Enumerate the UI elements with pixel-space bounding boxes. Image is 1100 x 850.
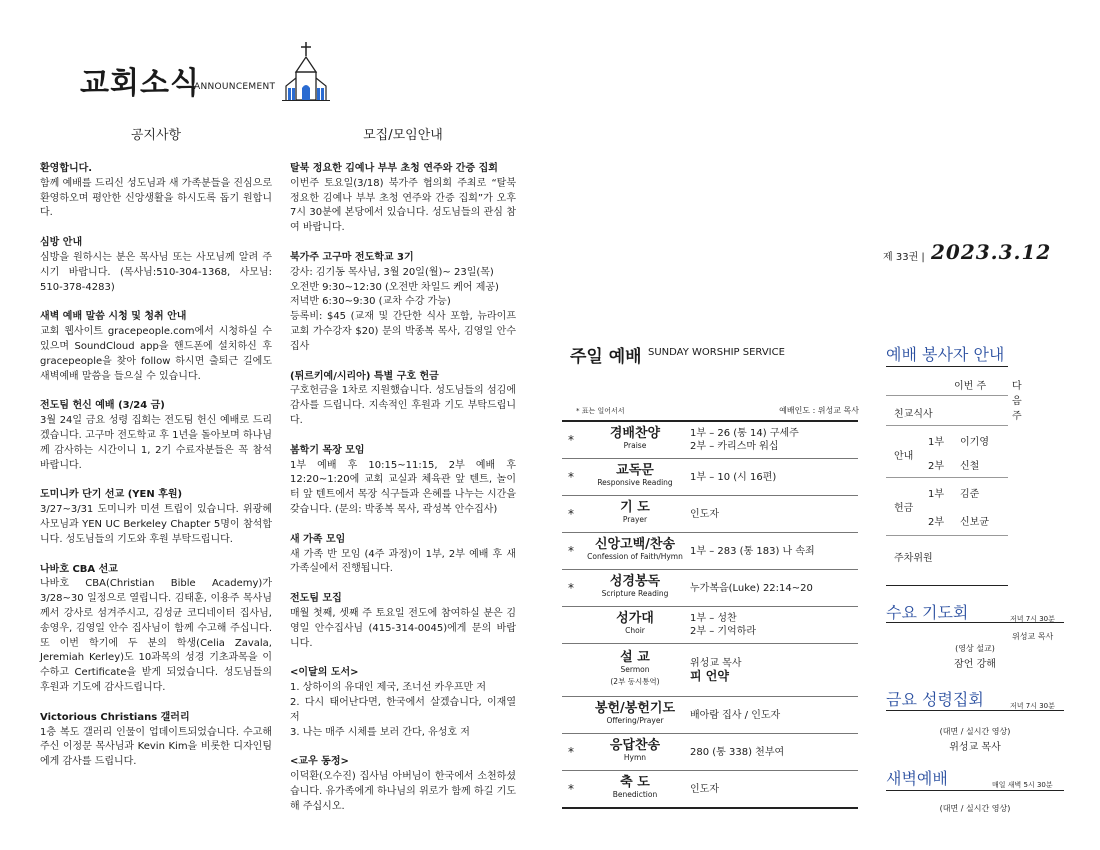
worship-row (562, 607, 858, 644)
gathering-item (290, 162, 516, 236)
standing-mark: * (568, 745, 574, 759)
item-english: Sermon (620, 665, 650, 674)
wednesday-title: 수요 기도회 (886, 603, 969, 622)
worship-item-name (580, 703, 690, 727)
worship-row (562, 496, 858, 533)
notice-body: 함께 예배를 드리신 성도님과 새 가족분들을 진심으로 환영하오며 평안한 신앙생활을 하시도록 돕기 원합니다. (40, 177, 272, 219)
friday-note: (대면 / 실시간 영상) (939, 727, 1011, 736)
item-english: Hymn (623, 753, 647, 762)
worship-item-content (690, 427, 858, 453)
guide-label: 안내 (894, 451, 914, 462)
item-korean: 성가대 (616, 611, 654, 626)
hospitality-label: 친교식사 (894, 409, 933, 420)
notice-title: 새벽 예배 말씀 시청 및 청취 안내 (40, 311, 187, 323)
gathering-item (290, 666, 516, 740)
notice-title: 도미니카 단기 선교 (YEN 후원) (40, 489, 183, 501)
worship-note: * 표는 일어서서 (576, 407, 625, 415)
gathering-title: <이달의 도서> (290, 667, 359, 679)
item-english: Scripture Reading (601, 589, 669, 598)
wednesday-preacher: 잠언 강해 (954, 659, 996, 670)
offering-first-name: 김준 (960, 489, 980, 500)
worship-item-name (580, 777, 690, 801)
notice-body: 3/27~3/31 도미니카 미션 트립이 있습니다. 위광혜 사모님과 YEN UC Berkeley Chapter 5명이 참석합니다. 성도님들의 기도와 후원 부탁드립니다. (40, 504, 272, 545)
item-korean: 신앙고백/찬송 (594, 537, 676, 552)
item-english: Confession of Faith/Hymn (587, 552, 683, 561)
worship-item-content (690, 783, 858, 796)
worship-item-name (580, 740, 690, 764)
guide-second-name: 신철 (960, 461, 980, 472)
content-line: 1부 – 성찬 (690, 613, 737, 624)
content-line: 1부 – 283 (통 183) 나 속죄 (690, 545, 815, 557)
guide-first-name: 이기영 (960, 437, 989, 448)
this-week-label: 이번 주 (954, 381, 987, 392)
guide-second-service: 2부 (928, 461, 945, 472)
gathering-item (290, 592, 516, 651)
gathering-item (290, 444, 516, 518)
row-divider (886, 477, 1008, 478)
item-english: Responsive Reading (597, 478, 673, 487)
gathering-title: <교우 동정> (290, 756, 349, 768)
gathering-body: 1부 예배 후 10:15~11:15, 2부 예배 후 12:20~1:20에 교회 교실과 체육관 앞 텐트, 놀이터 앞 텐트에서 목장 식구들과 은혜를 나누는 시간을 갖습니다. (문의: 박종복 목사, 곽성복 안수집사) (290, 459, 516, 515)
worship-row (562, 459, 858, 496)
worship-row (562, 533, 858, 570)
item-note: (2부 동시통역) (610, 677, 660, 686)
gathering-title: 전도팀 모집 (290, 593, 342, 605)
worship-subtitle: SUNDAY WORSHIP SERVICE (648, 347, 785, 358)
worship-item-name (580, 539, 690, 563)
dawn-note: (대면 / 실시간 영상) (939, 804, 1011, 813)
gathering-item (290, 370, 516, 429)
item-english: Offering/Prayer (606, 716, 664, 725)
item-korean: 기 도 (620, 500, 650, 515)
volunteers-table (886, 366, 1022, 586)
worship-item-name (580, 652, 690, 688)
worship-item-content (690, 709, 858, 722)
gathering-item (290, 251, 516, 355)
worship-item-name (580, 465, 690, 489)
notice-item (40, 162, 272, 221)
offering-label: 헌금 (894, 503, 914, 514)
gathering-title: 봄학기 목장 모임 (290, 444, 365, 456)
notice-body: 3월 24일 금요 성령 집회는 전도팀 헌신 예배로 드리겠습니다. 고구마 전도학교 후 1년을 돌아보며 하나님께 감사하는 시간이니 1, 2기 수료자분들은 꼭 참석 바랍니다. (40, 415, 272, 471)
worship-row (562, 644, 858, 697)
offering-second-service: 2부 (928, 517, 945, 528)
item-korean: 교독문 (616, 463, 654, 478)
content-line: 인도자 (690, 783, 719, 795)
notice-item (40, 563, 272, 696)
notice-item (40, 236, 272, 295)
gathering-title: (튀르키예/시리아) 특별 구호 헌금 (290, 370, 439, 382)
worship-row (562, 570, 858, 607)
church-icon (282, 42, 330, 102)
dawn-time: 매일 새벽 5시 30분 (992, 781, 1053, 789)
worship-item-content (690, 582, 858, 595)
row-divider (886, 535, 1008, 536)
gathering-body: 강사: 김기동 목사님, 3월 20일(월)~ 23일(목) 오전반 9:30~12:30 (오전반 차일드 케어 제공) 저녁반 6:30~9:30 (교차 수강 가능) 등록비: $45 (교재 및 간단한 식사 포함, 뉴라이프 교회 가수강자 $20) 문의 박종복 목사, 김영일 안수집사 (290, 266, 516, 352)
content-line: 2부 – 카리스마 워십 (690, 441, 779, 452)
worship-row (562, 771, 858, 807)
friday-time: 저녁 7시 30분 (1010, 702, 1055, 710)
notice-title: 나바호 CBA 선교 (40, 563, 118, 575)
gathering-body: 구호헌금을 1차로 지원했습니다. 성도님들의 섬김에 감사를 드립니다. 지속적인 후원과 기도 부탁드립니다. (290, 385, 516, 426)
gathering-body: 새 가족 반 모임 (4주 과정)이 1부, 2부 예배 후 새 가족실에서 진행됩니다. (290, 548, 516, 575)
gathering-item (290, 533, 516, 577)
worship-item-name (580, 428, 690, 452)
notice-item (40, 711, 272, 770)
worship-leader: 예배인도 : 위성교 목사 (779, 406, 859, 415)
row-divider (886, 395, 1008, 396)
worship-row (562, 422, 858, 459)
gatherings-heading: 모집/모임안내 (363, 128, 443, 143)
notices-list (40, 162, 272, 785)
row-divider (886, 425, 1008, 426)
guide-first-service: 1부 (928, 437, 945, 448)
volunteers-title: 예배 봉사자 안내 (886, 345, 1005, 364)
worship-item-content (690, 508, 858, 521)
standing-mark: * (568, 544, 574, 558)
worship-item-content (690, 657, 858, 683)
wednesday-speaker: 위성교 목사 (1012, 632, 1054, 641)
item-korean: 봉헌/봉헌기도 (594, 701, 676, 716)
sermon-title: 피 언약 (690, 669, 729, 683)
notice-body: 나바호 CBA(Christian Bible Academy)가 3/28~30 일정으로 열립니다. 김태훈, 이용주 목사님께서 강사로 섬겨주시고, 김성균 코디네이터 집사님, 송영우, 김영일 안수 집사님이 함께 수고해 주십니다. 또 이번 학기에 두 분의 학생(Celia Zavala, Jeremiah Kerley)도 10과목의 성경 기초과목을 이수하고 Certificate을 받게 되었습니다. 성도님들의 후원과 기도에 감사드립니다. (40, 578, 272, 693)
dawn-underline (886, 790, 1064, 791)
standing-mark: * (568, 782, 574, 796)
worship-order-table (562, 420, 858, 809)
notice-title: Victorious Christians 갤러리 (40, 711, 190, 723)
item-korean: 설 교 (620, 650, 650, 665)
worship-item-content (690, 612, 858, 638)
content-line: 1부 – 10 (시 16편) (690, 471, 777, 483)
issue-number: 제 33권 | (883, 252, 925, 263)
page-title: 교회소식 (80, 66, 200, 101)
gathering-body: 이번주 토요일(3/18) 북가주 협의회 주최로 “탈북 정요한 김예나 부부 초청 연주와 간증 집회”가 오후 7시 30분에 본당에서 있습니다. 성도님들의 관심 참여 바랍니다. (290, 177, 516, 234)
gathering-item (290, 755, 516, 814)
notice-body: 심방을 원하시는 분은 목사님 또는 사모님께 알려 주시기 바랍니다. (목사님:510-304-1368, 사모님: 510-378-4283) (40, 251, 272, 293)
notice-item (40, 488, 272, 547)
page-subtitle: ANNOUNCEMENT (194, 82, 276, 92)
item-korean: 축 도 (620, 775, 650, 790)
worship-row (562, 697, 858, 734)
item-korean: 경배찬양 (609, 426, 661, 441)
worship-item-name (580, 613, 690, 637)
standing-mark: * (568, 470, 574, 484)
worship-item-name (580, 502, 690, 526)
notice-body: 1층 복도 갤러리 인물이 업데이트되었습니다. 수고해 주신 이정문 목사님과 Kevin Kim을 비롯한 디자인팀에게 감사를 드립니다. (40, 726, 272, 768)
notice-body: 교회 웹사이트 gracepeople.com에서 시청하실 수 있으며 SoundCloud app을 핸드폰에 설치하신 후 gracepeople을 찾아 follow 하시면 출퇴근 길에도 새벽예배 말씀을 들으실 수 있습니다. (40, 326, 272, 382)
gatherings-list (290, 162, 516, 829)
notice-title: 전도팀 헌신 예배 (3/24 금) (40, 400, 165, 412)
parking-label: 주차위원 (894, 553, 933, 564)
worship-title: 주일 예배 (570, 347, 642, 367)
notice-title: 환영합니다. (40, 163, 93, 174)
worship-item-content (690, 471, 858, 484)
worship-item-content (690, 545, 858, 558)
wednesday-time: 저녁 7시 30분 (1010, 615, 1055, 623)
issue-date: 2023.3.12 (931, 240, 1052, 264)
offering-second-name: 신보균 (960, 517, 989, 528)
friday-speaker: 위성교 목사 (949, 742, 1001, 753)
content-line: 누가복음(Luke) 22:14~20 (690, 582, 813, 594)
content-line: 1부 – 26 (통 14) 구세주 (690, 428, 799, 439)
standing-mark: * (568, 507, 574, 521)
gathering-body: 매월 첫째, 셋째 주 토요일 전도에 참여하실 분은 김영일 안수집사님 (415-314-0045)에게 문의 바랍니다. (290, 607, 516, 649)
gathering-title: 새 가족 모임 (290, 533, 346, 545)
gathering-title: 탈북 정요한 김예나 부부 초청 연주와 간증 집회 (290, 163, 498, 174)
offering-first-service: 1부 (928, 489, 945, 500)
gathering-title: 북가주 고구마 전도학교 3기 (290, 251, 414, 263)
content-line: 위성교 목사 (690, 658, 742, 669)
standing-mark: * (568, 433, 574, 447)
next-week-label: 다음 주 (1012, 381, 1022, 422)
worship-row (562, 734, 858, 771)
notice-title: 심방 안내 (40, 237, 83, 249)
standing-mark: * (568, 581, 574, 595)
dawn-title: 새벽예배 (886, 769, 948, 788)
item-english: Praise (623, 441, 647, 450)
notice-item (40, 310, 272, 384)
wednesday-note: (영상 설교) (955, 644, 995, 653)
gathering-body: 1. 상하이의 유대인 제국, 조너선 카우프만 저 2. 다시 태어난다면, 한국에서 살겠습니다, 이재열 저 3. 나는 매주 시체를 보러 간다, 유성호 저 (290, 682, 516, 738)
content-line: 2부 – 기억하라 (690, 626, 757, 637)
item-english: Benediction (612, 790, 658, 799)
content-line: 인도자 (690, 508, 719, 520)
content-line: 280 (통 338) 천부여 (690, 746, 785, 758)
item-english: Choir (625, 626, 645, 635)
content-line: 배아람 집사 / 인도자 (690, 709, 781, 721)
notice-item (40, 399, 272, 473)
item-korean: 성경봉독 (609, 574, 661, 589)
gathering-body: 이덕환(오수진) 집사님 아버님이 한국에서 소천하셨습니다. 유가족에게 하나님의 위로가 함께 하길 기도해 주십시오. (290, 771, 516, 812)
item-english: Prayer (622, 515, 648, 524)
item-korean: 응답찬송 (609, 738, 661, 753)
notices-heading: 공지사항 (130, 128, 182, 143)
worship-item-name (580, 576, 690, 600)
worship-item-content (690, 746, 858, 759)
friday-title: 금요 성령집회 (886, 690, 984, 709)
